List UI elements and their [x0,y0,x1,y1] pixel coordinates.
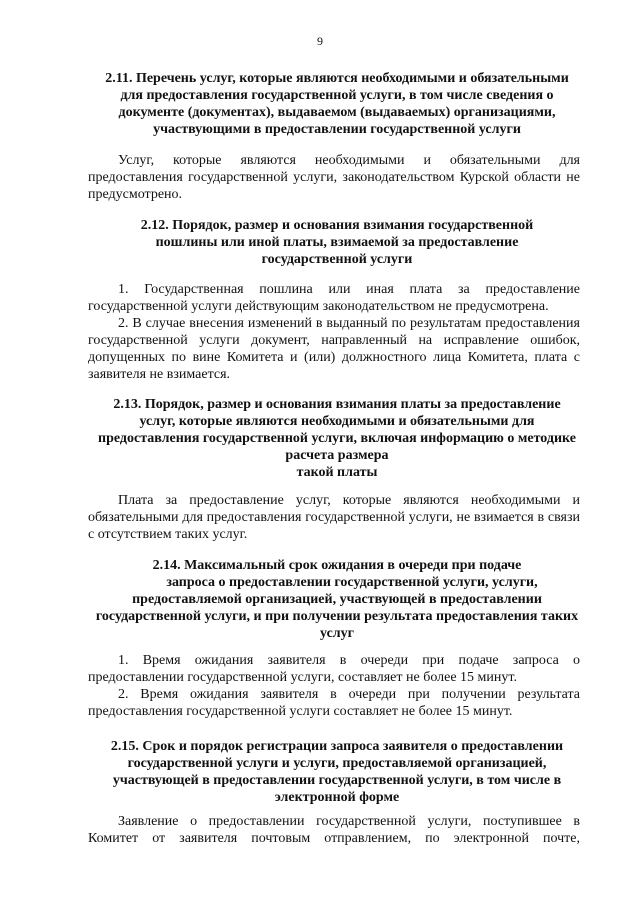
heading-line: участвующими в предоставлении государственной услуги [153,122,521,137]
heading-line: 2.11. Перечень услуг, которые являются необходимыми и обязательными [105,71,569,86]
heading-line: государственной услуги [261,252,413,267]
section-heading-2-14 [86,557,588,642]
paragraph: 1. Время ожидания заявителя в очереди при подаче запроса о предоставлении государственной услуги, составляет не более 15 минут. [88,653,580,685]
heading-line: 2.15. Срок и порядок регистрации запроса заявителя о предоставлении [110,739,564,754]
paragraph: 2. Время ожидания заявителя в очереди при получении результата предоставления государственной услуги составляет не более 15 минут. [88,687,580,719]
heading-line: такой платы [296,465,378,480]
heading-line: расчета размера [285,448,389,463]
heading-line: документе (документах), выдаваемом (выдаваемых) организациями, [118,105,556,120]
heading-line: предоставления государственной услуги, включая информацию о методике [98,431,576,446]
paragraph: 1. Государственная пошлина или иная плата за предоставление государственной услуги действующим законодательством не предусмотрена. [88,282,580,314]
heading-line: услуг [320,626,354,641]
page-number: 9 [317,34,323,48]
paragraph: Плата за предоставление услуг, которые являются необходимыми и обязательными для предоставления государственной услуги, не взимается в связи с отсутствием таких услуг. [88,493,580,542]
section-heading-2-15 [86,738,588,806]
heading-line: 2.14. Максимальный срок ожидания в очереди при подаче [152,558,522,573]
heading-line: 2.13. Порядок, размер и основания взимания платы за предоставление [113,397,561,412]
paragraph: Заявление о предоставлении государственной услуги, поступившее в Комитет от заявителя почтовым отправлением, по электронной почте, [88,814,580,846]
heading-line: пошлины или иной платы, взимаемой за предоставление [155,235,519,250]
heading-line: государственной услуги и услуги, предоставляемой организацией, [127,756,547,771]
heading-line: государственной услуги, и при получении результата предоставления таких [95,609,579,624]
section-heading-2-11 [86,70,588,138]
heading-line: услуг, которые являются необходимыми и обязательными для [139,414,535,429]
heading-line: 2.12. Порядок, размер и основания взимания государственной [140,218,534,233]
heading-line: для предоставления государственной услуги, в том числе сведения о [120,88,554,103]
heading-line: участвующей в предоставлении государственной услуги, в том числе в [112,773,562,788]
paragraph: Услуг, которые являются необходимыми и обязательными для предоставления государственной услуги, законодательством Курской области не предусмотрено. [88,153,580,202]
section-heading-2-13 [86,396,588,481]
heading-line: электронной форме [274,790,400,805]
paragraph: 2. В случае внесения изменений в выданный по результатам предоставления государственной услуги документ, направленный на исправление ошибок, допущенных по вине Комитета и (или) должностного лица Комитета, плата с заявителя не взимается. [88,316,580,382]
section-heading-2-12 [86,217,588,268]
heading-line: предоставляемой организацией, участвующей в предоставлении [132,592,542,607]
heading-line: запроса о предоставлении государственной услуги, услуги, [166,575,538,590]
